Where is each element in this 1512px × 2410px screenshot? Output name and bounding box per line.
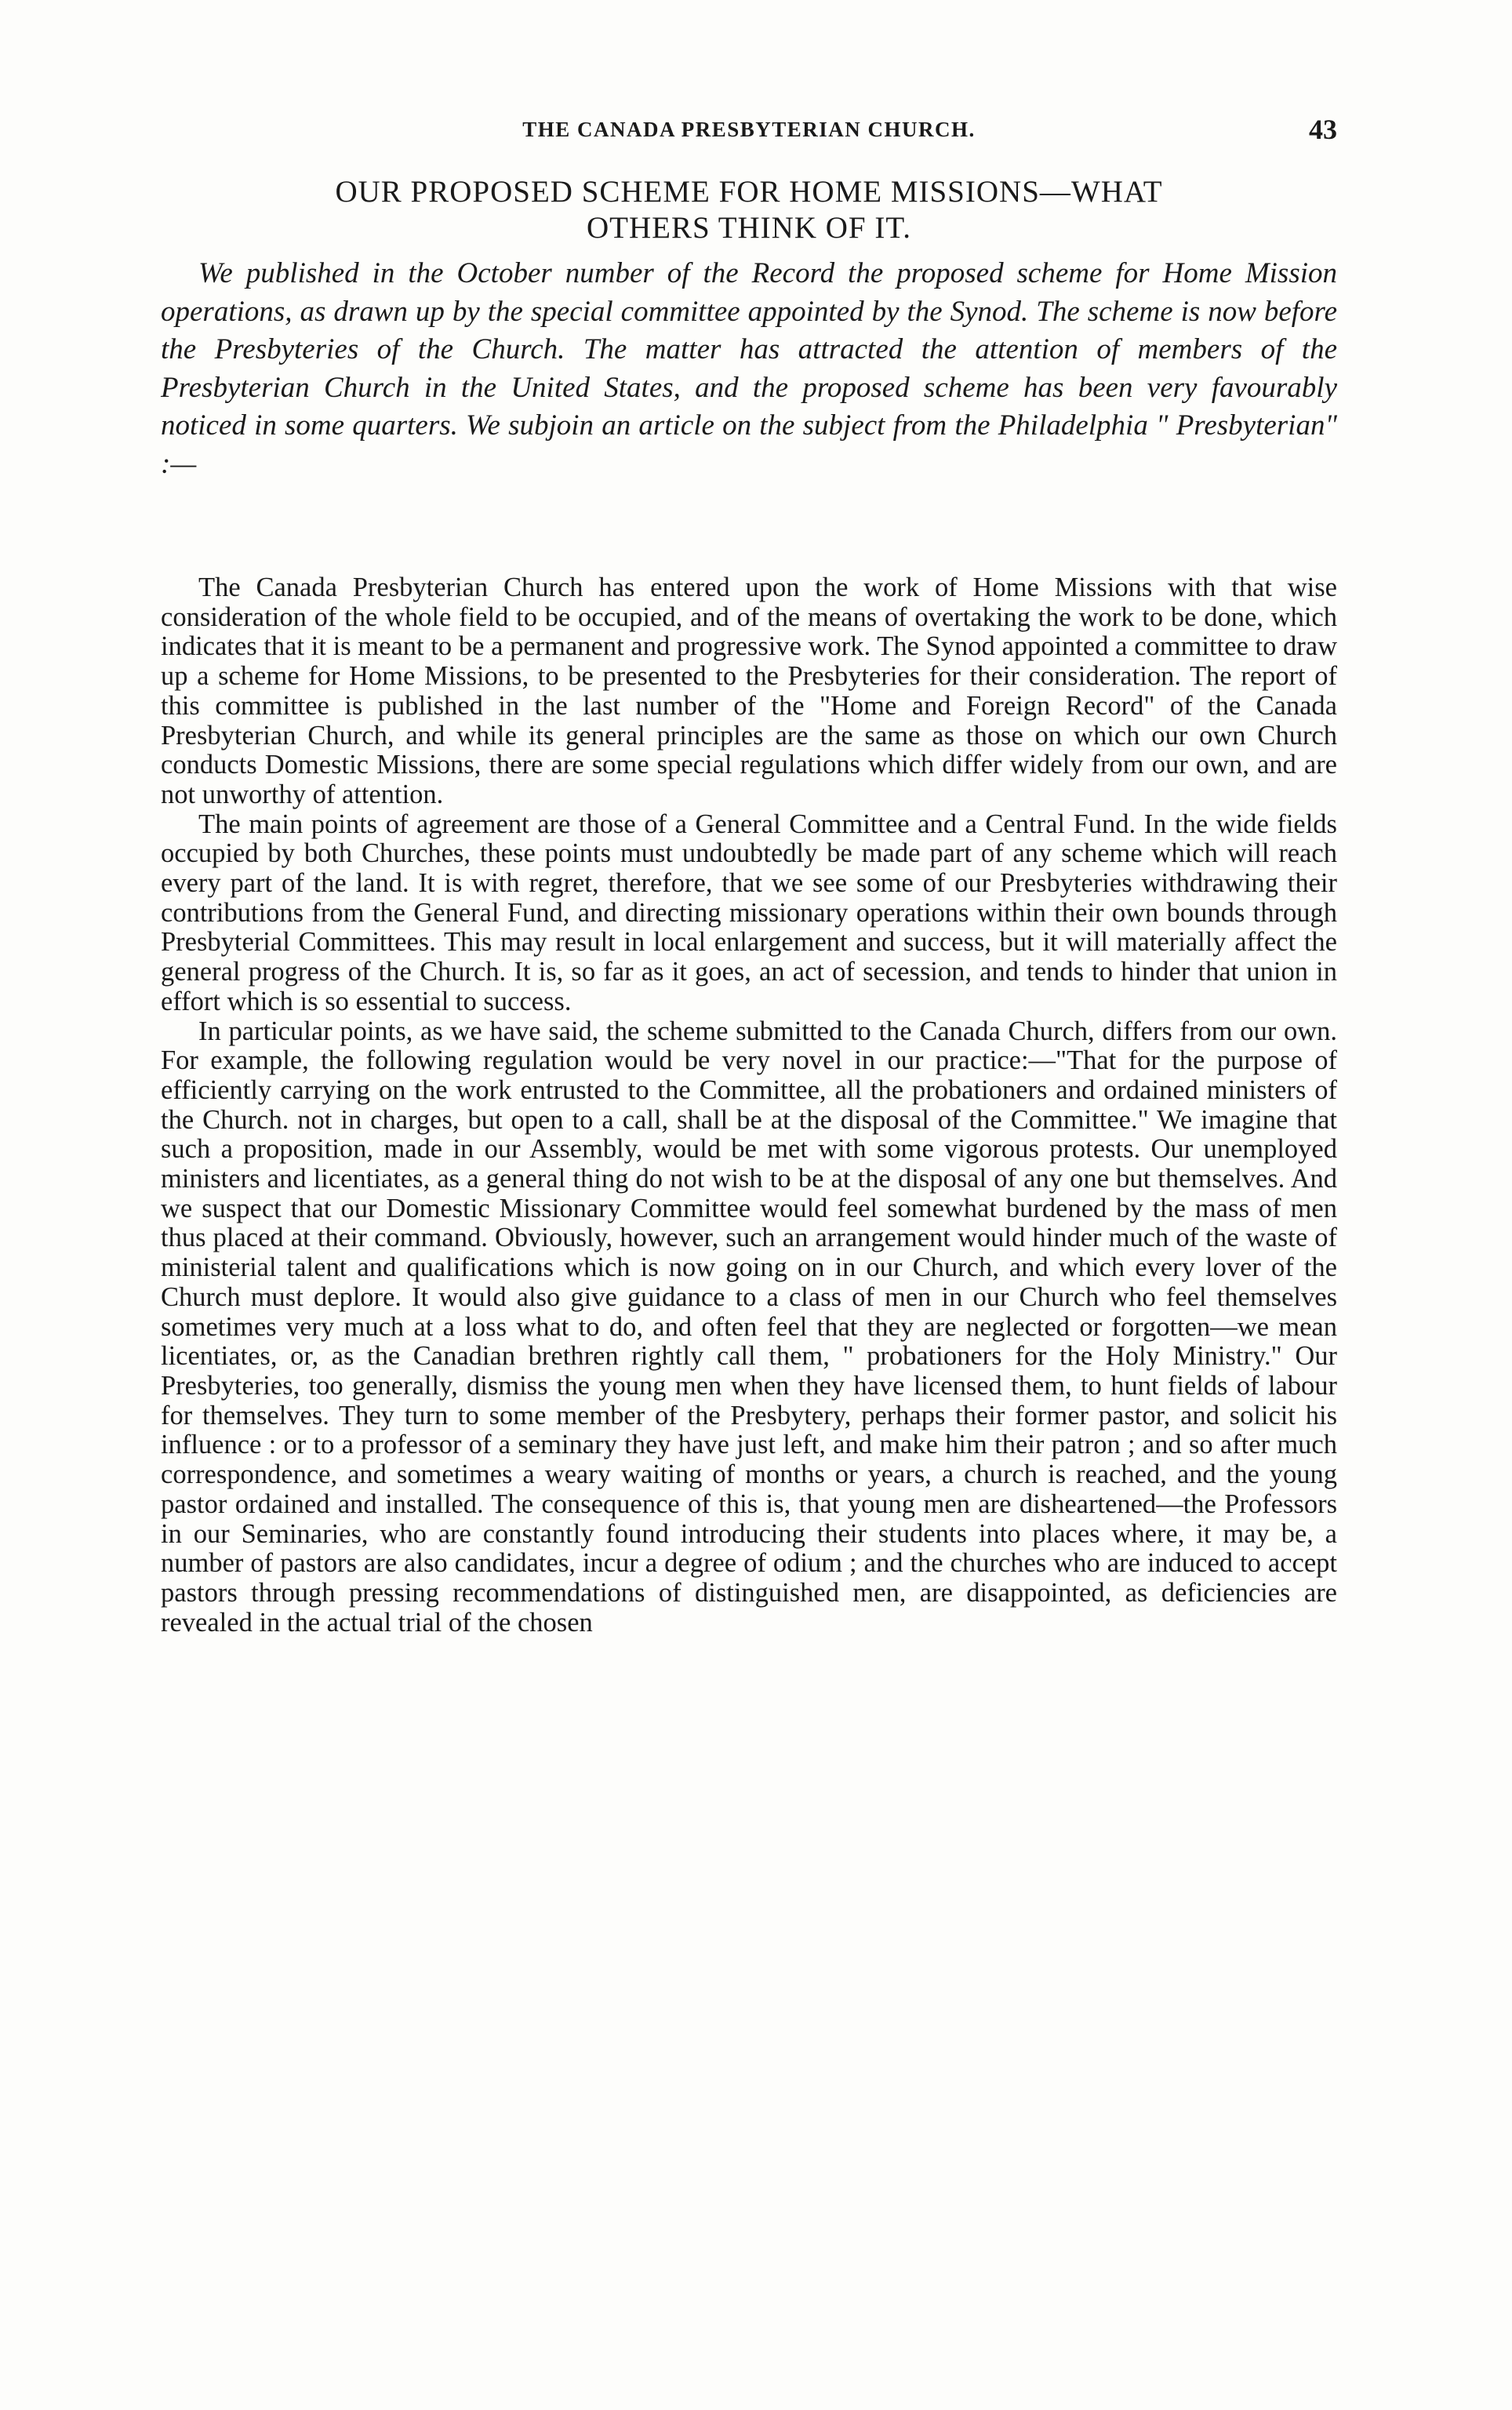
quoted-article (161, 573, 1337, 1638)
intro-paragraph: We published in the October number of the Record the proposed scheme for Home Mission operations, as drawn up by the special committee appointed by the Synod. The scheme is now before the Presbyteries of the Church. The matter has attracted the attention of members of the Presbyterian Church in the United States, and the proposed scheme has been very favourably noticed in some quarters. We subjoin an article on the subject from the Philadelphia " Presbyterian" :— (161, 257, 1337, 480)
running-title: THE CANADA PRESBYTERIAN CHURCH. (522, 118, 976, 141)
article-title-line-1: OUR PROPOSED SCHEME FOR HOME MISSIONS—WHAT (335, 175, 1163, 209)
body-paragraph-3: In particular points, as we have said, the scheme submitted to the Canada Church, differs from our own. For example, the following regulation would be very novel in our practice:—"That for the purpose of efficiently carrying on the work entrusted to the Committee, all the probationers and ordained ministers of the Church. not in charges, but open to a call, shall be at the disposal of the Committee." We imagine that such a proposition, made in our Assembly, would be met with some vigorous protests. Our unemployed ministers and licentiates, as a general thing do not wish to be at the disposal of any one but themselves. And we suspect that our Domestic Missionary Committee would feel somewhat burdened by the mass of men thus placed at their command. Obviously, however, such an arrangement would hinder much of the waste of ministerial talent and qualifications which is now going on in our Church, and which every lover of the Church must deplore. It would also give guidance to a class of men in our Church who feel themselves sometimes very much at a loss what to do, and often feel that they are neglected or forgotten—we mean licentiates, or, as the Canadian brethren rightly call them, " probationers for the Holy Ministry." Our Presbyteries, too generally, dismiss the young men when they have licensed them, to hunt fields of labour for themselves. They turn to some member of the Presbytery, perhaps their former pastor, and solicit his influence : or to a professor of a seminary they have just left, and make him their patron ; and so after much correspondence, and sometimes a weary waiting of months or years, a church is reached, and the young pastor ordained and installed. The consequence of this is, that young men are disheartened—the Professors in our Seminaries, who are constantly found introducing their students into places where, it may be, a number of pastors are also candidates, incur a degree of odium ; and the churches who are induced to accept pastors through pressing recommendations of distinguished men, are disappointed, as deficiencies are revealed in the actual trial of the chosen (161, 1016, 1337, 1638)
body-paragraph-2: The main points of agreement are those of a General Committee and a Central Fund. In the wide fields occupied by both Churches, these points must undoubtedly be made part of any scheme which will reach every part of the land. It is with regret, therefore, that we see some of our Presbyteries withdrawing their contributions from the General Fund, and directing missionary operations within their own bounds through Presbyterial Committees. This may result in local enlargement and success, but it will materially affect the general progress of the Church. It is, so far as it goes, an act of secession, and tends to hinder that union in effort which is so essential to success. (161, 809, 1337, 1016)
editorial-intro (161, 255, 1337, 483)
running-header (161, 114, 1337, 157)
article-title (161, 174, 1337, 246)
article-title-line-2: OTHERS THINK OF IT. (586, 211, 912, 245)
page-number: 43 (1309, 114, 1337, 145)
body-paragraph-1: The Canada Presbyterian Church has entered upon the work of Home Missions with that wise consideration of the whole field to be occupied, and of the means of overtaking the work to be done, which indicates that it is meant to be a permanent and progressive work. The Synod appointed a committee to draw up a scheme for Home Missions, to be presented to the Presbyteries for their consideration. The report of this committee is published in the last number of the "Home and Foreign Record" of the Canada Presbyterian Church, and while its general principles are the same as those on which our own Church conducts Domestic Missions, there are some special regulations which differ widely from our own, and are not unworthy of attention. (161, 573, 1337, 809)
